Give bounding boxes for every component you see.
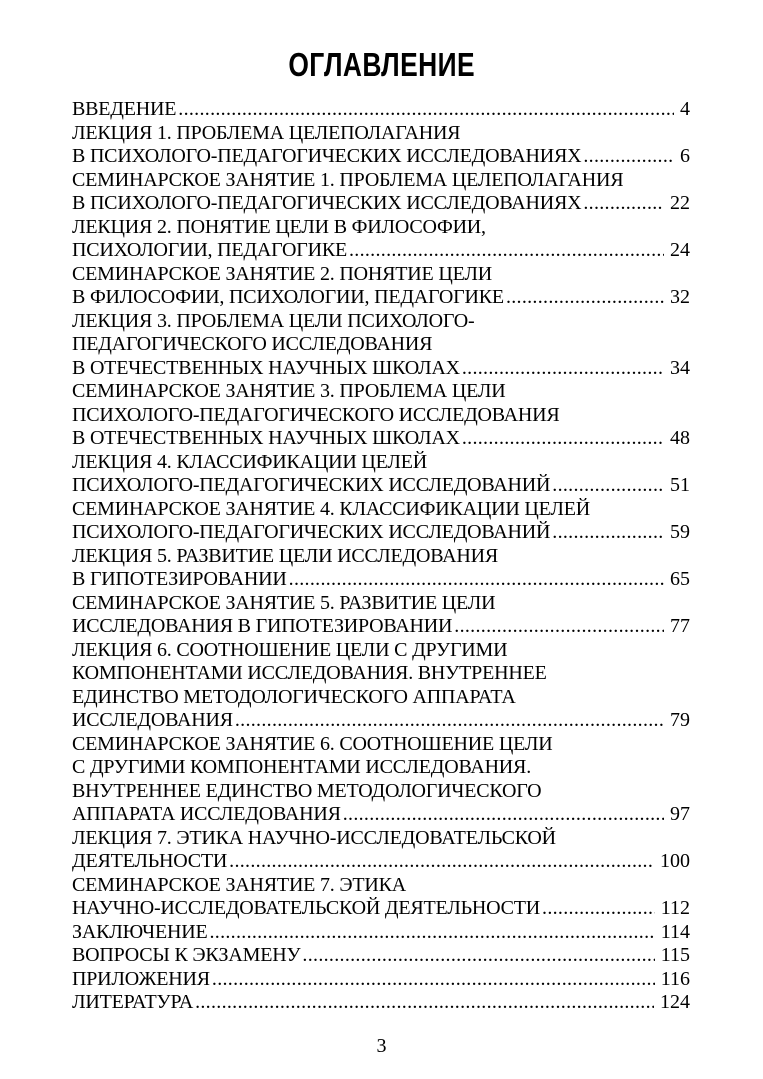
toc-line: [72, 662, 690, 686]
toc-line: [72, 263, 690, 287]
toc-line: [72, 639, 690, 663]
dot-leader: [550, 521, 664, 545]
toc-line: [72, 451, 690, 475]
toc-page-number: 114: [660, 920, 690, 943]
toc-line: [72, 122, 690, 146]
toc-entry-text: ПСИХОЛОГО-ПЕДАГОГИЧЕСКИХ ИССЛЕДОВАНИЙ: [72, 474, 551, 496]
toc-entry-text: ВНУТРЕННЕЕ ЕДИНСТВО МЕТОДОЛОГИЧЕСКОГО: [72, 779, 542, 802]
dot-leader: [504, 286, 664, 310]
toc-line: [72, 521, 690, 545]
toc-entry-text: ЛЕКЦИЯ 1. ПРОБЛЕМА ЦЕЛЕПОЛАГАНИЯ: [72, 121, 461, 144]
toc-line: [72, 921, 690, 945]
toc-page-number: 32: [670, 286, 690, 308]
toc-line: [72, 333, 690, 357]
toc-list: [72, 98, 690, 1015]
toc-page-number: 4: [680, 98, 690, 120]
toc-entry-text: ДЕЯТЕЛЬНОСТИ: [72, 850, 228, 872]
toc-entry-text: ЛЕКЦИЯ 4. КЛАССИФИКАЦИИ ЦЕЛЕЙ: [72, 450, 428, 473]
toc-entry-text: СЕМИНАРСКОЕ ЗАНЯТИЕ 5. РАЗВИТИЕ ЦЕЛИ: [72, 591, 496, 614]
dot-leader: [227, 850, 654, 874]
toc-line: [72, 850, 690, 874]
dot-leader: [233, 709, 664, 733]
toc-page-number: 24: [670, 239, 690, 261]
dot-leader: [341, 803, 664, 827]
toc-page-number: 48: [670, 427, 690, 449]
toc-line: [72, 756, 690, 780]
toc-line: [72, 686, 690, 710]
toc-page-number: 100: [660, 850, 690, 872]
toc-entry-text: ЛЕКЦИЯ 7. ЭТИКА НАУЧНО-ИССЛЕДОВАТЕЛЬСКОЙ: [72, 826, 556, 849]
toc-line: [72, 239, 690, 263]
dot-leader: [210, 968, 655, 992]
toc-entry-text: В ПСИХОЛОГО-ПЕДАГОГИЧЕСКИХ ИССЛЕДОВАНИЯХ: [72, 145, 582, 167]
toc-entry-text: СЕМИНАРСКОЕ ЗАНЯТИЕ 3. ПРОБЛЕМА ЦЕЛИ: [72, 380, 506, 402]
toc-line: [72, 733, 690, 757]
toc-line: [72, 592, 690, 616]
toc-entry-text: СЕМИНАРСКОЕ ЗАНЯТИЕ 6. СООТНОШЕНИЕ ЦЕЛИ: [72, 732, 553, 755]
dot-leader: [460, 357, 664, 381]
toc-entry-text: В ФИЛОСОФИИ, ПСИХОЛОГИИ, ПЕДАГОГИКЕ: [72, 286, 504, 308]
toc-entry-text: НАУЧНО-ИССЛЕДОВАТЕЛЬСКОЙ ДЕЯТЕЛЬНОСТИ: [72, 897, 541, 919]
toc-line: [72, 568, 690, 592]
toc-line: [72, 827, 690, 851]
dot-leader: [460, 427, 664, 451]
toc-entry-text: ЛЕКЦИЯ 6. СООТНОШЕНИЕ ЦЕЛИ С ДРУГИМИ: [72, 638, 508, 661]
dot-leader: [540, 897, 655, 921]
toc-line: [72, 427, 690, 451]
toc-entry-text: В ОТЕЧЕСТВЕННЫХ НАУЧНЫХ ШКОЛАХ: [72, 427, 460, 449]
dot-leader: [452, 615, 664, 639]
toc-entry-text: ПСИХОЛОГО-ПЕДАГОГИЧЕСКОГО ИССЛЕДОВАНИЯ: [72, 403, 560, 426]
dot-leader: [581, 192, 664, 216]
dot-leader: [193, 991, 654, 1015]
toc-entry-text: ЛИТЕРАТУРА: [72, 991, 194, 1013]
toc-page-number: 77: [670, 615, 690, 637]
toc-line: [72, 192, 690, 216]
page-number: 3: [376, 1035, 387, 1057]
toc-entry-text: ВВЕДЕНИЕ: [72, 98, 177, 120]
toc-entry-text: В ПСИХОЛОГО-ПЕДАГОГИЧЕСКИХ ИССЛЕДОВАНИЯХ: [72, 192, 582, 214]
toc-page-number: 115: [660, 944, 690, 966]
toc-title: [0, 48, 763, 81]
toc-page-number: 116: [660, 967, 690, 990]
toc-line: [72, 944, 690, 968]
toc-entry-text: ПСИХОЛОГИИ, ПЕДАГОГИКЕ: [72, 239, 347, 261]
toc-line: [72, 404, 690, 428]
toc-line: [72, 780, 690, 804]
toc-entry-text: ЛЕКЦИЯ 3. ПРОБЛЕМА ЦЕЛИ ПСИХОЛОГО-: [72, 309, 475, 332]
toc-entry-text: ЛЕКЦИЯ 2. ПОНЯТИЕ ЦЕЛИ В ФИЛОСОФИИ,: [72, 215, 486, 238]
toc-entry-text: ВОПРОСЫ К ЭКЗАМЕНУ: [72, 944, 301, 966]
toc-page-number: 79: [670, 709, 690, 731]
toc-entry-text: ПРИЛОЖЕНИЯ: [72, 967, 210, 990]
toc-entry-text: ИССЛЕДОВАНИЯ: [72, 709, 233, 731]
toc-line: [72, 709, 690, 733]
dot-leader: [550, 474, 664, 498]
toc-line: [72, 357, 690, 381]
toc-entry-text: ПЕДАГОГИЧЕСКОГО ИССЛЕДОВАНИЯ: [72, 333, 433, 355]
toc-page-number: 112: [660, 897, 690, 919]
toc-entry-text: АППАРАТА ИССЛЕДОВАНИЯ: [72, 803, 341, 825]
toc-page-number: 124: [660, 991, 690, 1013]
toc-line: [72, 169, 690, 193]
toc-page-number: 65: [670, 568, 690, 590]
toc-title-text: ОГЛАВЛЕНИЕ: [288, 46, 475, 83]
dot-leader: [207, 921, 654, 945]
toc-line: [72, 98, 690, 122]
toc-page-number: 97: [670, 803, 690, 825]
toc-line: [72, 874, 690, 898]
toc-entry-text: СЕМИНАРСКОЕ ЗАНЯТИЕ 2. ПОНЯТИЕ ЦЕЛИ: [72, 262, 492, 285]
page-footer: [0, 1035, 763, 1059]
toc-entry-text: В ОТЕЧЕСТВЕННЫХ НАУЧНЫХ ШКОЛАХ: [72, 356, 460, 379]
toc-line: [72, 145, 690, 169]
toc-line: [72, 615, 690, 639]
toc-entry-text: СЕМИНАРСКОЕ ЗАНЯТИЕ 1. ПРОБЛЕМА ЦЕЛЕПОЛАГАНИЯ: [72, 168, 624, 191]
toc-entry-text: С ДРУГИМИ КОМПОНЕНТАМИ ИССЛЕДОВАНИЯ.: [72, 756, 531, 778]
toc-entry-text: ПСИХОЛОГО-ПЕДАГОГИЧЕСКИХ ИССЛЕДОВАНИЙ: [72, 521, 551, 543]
dot-leader: [347, 239, 664, 263]
toc-line: [72, 380, 690, 404]
dot-leader: [300, 944, 654, 968]
toc-entry-text: ЕДИНСТВО МЕТОДОЛОГИЧЕСКОГО АППАРАТА: [72, 685, 516, 708]
toc-line: [72, 897, 690, 921]
toc-line: [72, 216, 690, 240]
toc-line: [72, 991, 690, 1015]
dot-leader: [581, 145, 674, 169]
toc-page-number: 6: [680, 145, 690, 167]
toc-line: [72, 474, 690, 498]
dot-leader: [176, 98, 674, 122]
toc-entry-text: КОМПОНЕНТАМИ ИССЛЕДОВАНИЯ. ВНУТРЕННЕЕ: [72, 662, 547, 684]
toc-line: [72, 498, 690, 522]
toc-entry-text: СЕМИНАРСКОЕ ЗАНЯТИЕ 7. ЭТИКА: [72, 873, 407, 896]
toc-line: [72, 310, 690, 334]
toc-page-number: 34: [670, 356, 690, 379]
toc-line: [72, 968, 690, 992]
toc-entry-text: ЗАКЛЮЧЕНИЕ: [72, 920, 208, 943]
toc-page-number: 22: [670, 192, 690, 214]
toc-line: [72, 803, 690, 827]
toc-line: [72, 286, 690, 310]
toc-entry-text: ЛЕКЦИЯ 5. РАЗВИТИЕ ЦЕЛИ ИССЛЕДОВАНИЯ: [72, 544, 498, 567]
toc-entry-text: СЕМИНАРСКОЕ ЗАНЯТИЕ 4. КЛАССИФИКАЦИИ ЦЕЛЕЙ: [72, 497, 591, 520]
toc-page-number: 51: [670, 474, 690, 496]
toc-page-number: 59: [670, 521, 690, 543]
toc-entry-text: В ГИПОТЕЗИРОВАНИИ: [72, 568, 287, 590]
toc-line: [72, 545, 690, 569]
dot-leader: [287, 568, 664, 592]
toc-entry-text: ИССЛЕДОВАНИЯ В ГИПОТЕЗИРОВАНИИ: [72, 615, 453, 637]
